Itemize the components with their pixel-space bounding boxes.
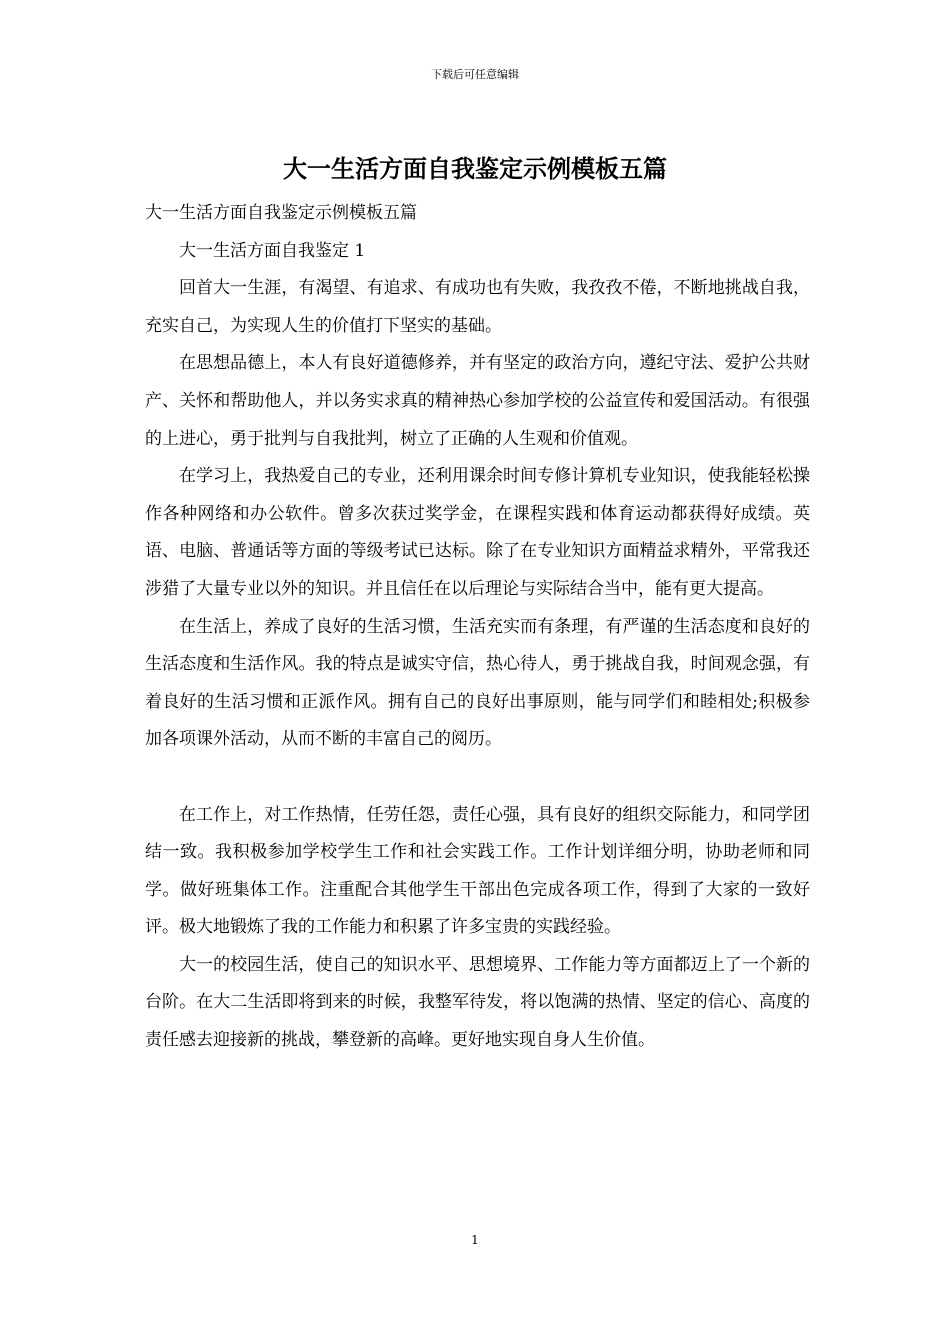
header-note: 下载后可任意编辑 [431, 68, 519, 81]
document-subtitle: 大一生活方面自我鉴定示例模板五篇 [145, 203, 417, 223]
paragraph-work: 在工作上，对工作热情，任劳任怨，责任心强，具有良好的组织交际能力，和同学团结一致。我积极参加学校学生工作和社会实践工作。工作计划详细分明，协助老师和同学。做好班集体工作。注重配合其他学生干部出色完成各项工作，得到了大家的一致好评。极大地锻炼了我的工作能力和积累了许多宝贵的实践经验。 [145, 804, 810, 938]
paragraph-ideology: 在思想品德上，本人有良好道德修养，并有坚定的政治方向，遵纪守法、爱护公共财产、关怀和帮助他人，并以务实求真的精神热心参加学校的公益宣传和爱国活动。有很强的上进心，勇于批判与自我批判，树立了正确的人生观和价值观。 [145, 353, 810, 449]
document-title: 大一生活方面自我鉴定示例模板五篇 [283, 154, 667, 183]
section-heading: 大一生活方面自我鉴定 1 [179, 240, 366, 261]
page-number: 1 [471, 1233, 479, 1247]
paragraph-life: 在生活上，养成了良好的生活习惯，生活充实而有条理，有严谨的生活态度和良好的生活态度和生活作风。我的特点是诚实守信，热心待人，勇于挑战自我，时间观念强，有着良好的生活习惯和正派作风。拥有自己的良好出事原则，能与同学们和睦相处;积极参加各项课外活动，从而不断的丰富自己的阅历。 [145, 616, 810, 750]
document-body [145, 195, 810, 1060]
paragraph-intro: 回首大一生涯，有渴望、有追求、有成功也有失败，我孜孜不倦，不断地挑战自我，充实自己，为实现人生的价值打下坚实的基础。 [145, 278, 810, 336]
paragraph-conclusion: 大一的校园生活，使自己的知识水平、思想境界、工作能力等方面都迈上了一个新的台阶。在大二生活即将到来的时候，我整军待发，将以饱满的热情、坚定的信心、高度的责任感去迎接新的挑战，攀登新的高峰。更好地实现自身人生价值。 [145, 954, 810, 1051]
paragraph-study: 在学习上，我热爱自己的专业，还利用课余时间专修计算机专业知识，使我能轻松操作各种网络和办公软件。曾多次获过奖学金，在课程实践和体育运动都获得好成绩。英语、电脑、普通话等方面的等级考试已达标。除了在专业知识方面精益求精外，平常我还涉猎了大量专业以外的知识。并且信任在以后理论与实际结合当中，能有更大提高。 [145, 466, 810, 599]
